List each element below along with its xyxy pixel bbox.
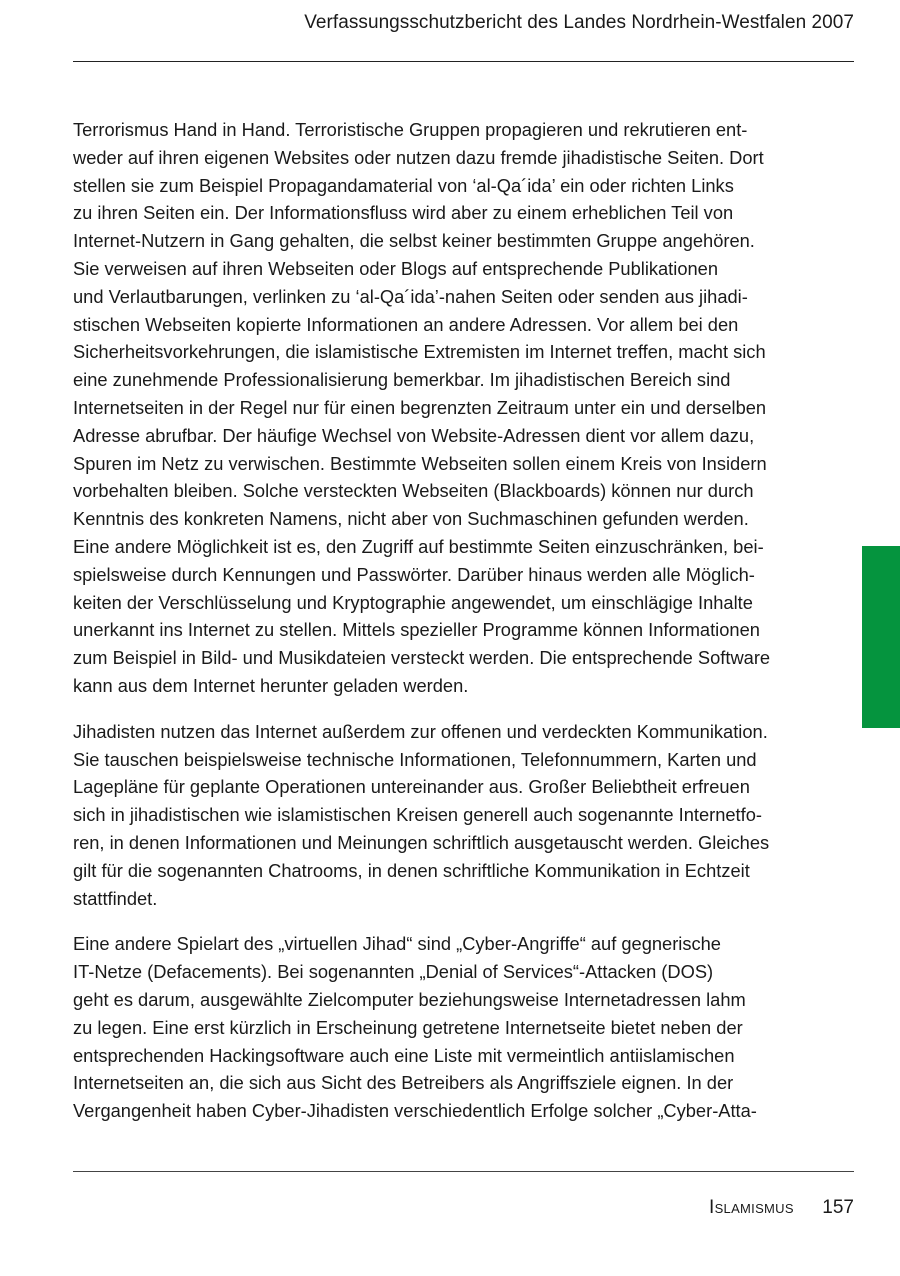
text-line: spielsweise durch Kennungen und Passwörter. Darüber hinaus werden alle Möglich- [73,563,755,585]
header-title: Verfassungsschutzbericht des Landes Nordrhein-Westfalen 2007 [304,12,854,33]
page-footer [709,1197,854,1219]
page-number: 157 [822,1197,854,1218]
text-line: stattfindet. [73,887,158,909]
text-line: vorbehalten bleiben. Solche versteckten Webseiten (Blackboards) können nur durch [73,480,754,502]
text-line: Eine andere Möglichkeit ist es, den Zugriff auf bestimmte Seiten einzuschränken, bei- [73,535,764,557]
text-line: weder auf ihren eigenen Websites oder nutzen dazu fremde jihadistische Seiten. Dort [73,146,764,168]
text-line: Jihadisten nutzen das Internet außerdem zur offenen und verdeckten Kommunikation. [73,720,768,742]
text-line: zu ihren Seiten ein. Der Informationsfluss wird aber zu einem erheblichen Teil von [73,202,734,224]
section-label: Islamismus [708,1197,794,1218]
text-line: Terrorismus Hand in Hand. Terroristische Gruppen propagieren und rekrutieren ent- [73,119,748,140]
text-line: ren, in denen Informationen und Meinungen schriftlich ausgetauscht werden. Gleiches [73,831,770,853]
body-text [73,116,833,1143]
text-line: IT-Netze (Defacements). Bei sogenannten „Denial of Services“-Attacken (DOS) [73,961,714,983]
text-line: und Verlautbarungen, verlinken zu ‘al-Qa´ida’-nahen Seiten oder senden aus jihadi- [73,285,748,307]
text-line: Sicherheitsvorkehrungen, die islamistische Extremisten im Internet treffen, macht sich [73,341,766,363]
text-line: Lagepläne für geplante Operationen untereinander aus. Großer Beliebtheit erfreuen [73,776,750,798]
text-line: Adresse abrufbar. Der häufige Wechsel von Website-Adressen dient vor allem dazu, [73,424,755,446]
text-line: kann aus dem Internet herunter geladen werden. [73,674,469,696]
text-line: geht es darum, ausgewählte Zielcomputer beziehungsweise Internetadressen lahm [73,988,746,1010]
text-line: gilt für die sogenannten Chatrooms, in denen schriftliche Kommunikation in Echtzeit [73,859,750,881]
page-header [73,0,854,62]
footer-divider [73,1171,854,1172]
text-line: Sie verweisen auf ihren Webseiten oder Blogs auf entsprechende Publikationen [73,257,718,279]
text-line: keiten der Verschlüsselung und Kryptographie angewendet, um einschlägige Inhalte [73,591,753,613]
chapter-tab-marker [862,546,900,728]
text-line: eine zunehmende Professionalisierung bemerkbar. Im jihadistischen Bereich sind [73,369,731,391]
text-line: entsprechenden Hackingsoftware auch eine Liste mit vermeintlich antiislamischen [73,1044,735,1066]
paragraph-1 [73,116,833,700]
text-line: Internetseiten in der Regel nur für einen begrenzten Zeitraum unter ein und derselben [73,396,767,418]
text-line: stischen Webseiten kopierte Informationen an andere Adressen. Vor allem bei den [73,313,739,335]
text-line: Internetseiten an, die sich aus Sicht des Betreibers als Angriffsziele eignen. In der [73,1072,734,1094]
text-line: Spuren im Netz zu verwischen. Bestimmte Webseiten sollen einem Kreis von Insidern [73,452,767,474]
text-line: unerkannt ins Internet zu stellen. Mittels spezieller Programme können Informationen [73,619,760,641]
text-line: sich in jihadistischen wie islamistischen Kreisen generell auch sogenannte Internetfo- [73,804,762,826]
text-line: Sie tauschen beispielsweise technische Informationen, Telefonnummern, Karten und [73,748,757,770]
text-line: zu legen. Eine erst kürzlich in Erscheinung getretene Internetseite bietet neben der [73,1016,743,1038]
text-line: Eine andere Spielart des „virtuellen Jihad“ sind „Cyber-Angriffe“ auf gegnerische [73,933,721,955]
paragraph-3 [73,930,833,1125]
paragraph-2 [73,718,833,913]
text-line: zum Beispiel in Bild- und Musikdateien versteckt werden. Die entsprechende Software [73,647,771,669]
text-line: stellen sie zum Beispiel Propagandamaterial von ‘al-Qa´ida’ ein oder richten Links [73,174,734,196]
text-line: Internet-Nutzern in Gang gehalten, die selbst keiner bestimmten Gruppe angehören. [73,230,755,252]
text-line: Vergangenheit haben Cyber-Jihadisten verschiedentlich Erfolge solcher „Cyber-Atta- [73,1100,757,1122]
text-line: Kenntnis des konkreten Namens, nicht aber von Suchmaschinen gefunden werden. [73,508,749,530]
